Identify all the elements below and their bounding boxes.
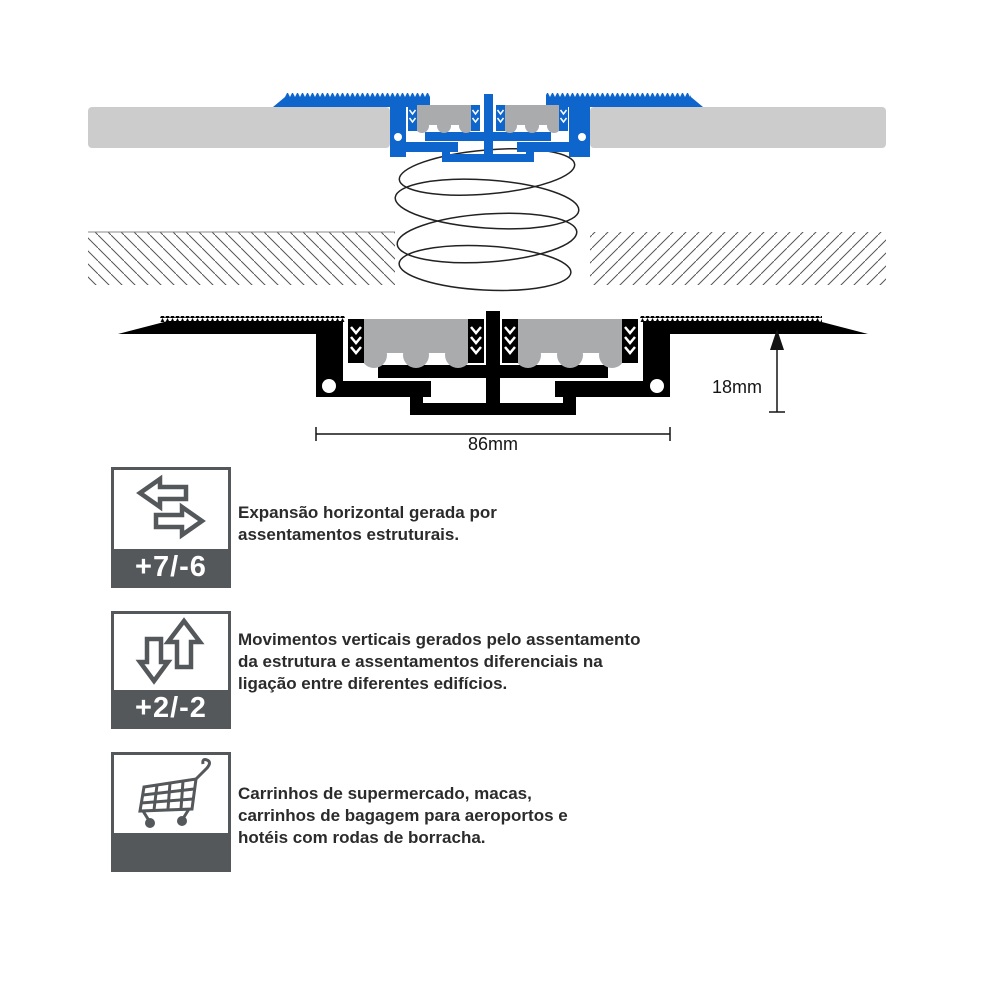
text-line: da estrutura e assentamentos diferenciais na <box>238 652 603 671</box>
height-dimension <box>769 329 785 412</box>
text-line: Carrinhos de supermercado, macas, <box>238 784 532 803</box>
text-line: carrinhos de bagagem para aeroportos e <box>238 806 568 825</box>
movement-badge: +2/-2 <box>114 690 228 726</box>
text-line: ligação entre diferentes edifícios. <box>238 674 508 693</box>
joint-profile-black <box>118 311 868 415</box>
text-line: Movimentos verticais gerados pelo assentamento <box>238 630 641 649</box>
feature-text-vertical-movement <box>238 629 640 695</box>
feature-box-vertical-movement <box>111 611 231 729</box>
substrate-hatch <box>88 232 886 285</box>
feature-box-horizontal-movement <box>111 467 231 588</box>
horizontal-arrows-icon <box>114 470 228 549</box>
shopping-cart-icon <box>114 755 228 833</box>
spring-coil <box>394 142 581 294</box>
text-line: hotéis com rodas de borracha. <box>238 828 486 847</box>
installed-joint-diagram <box>85 92 915 297</box>
feature-text-horizontal-movement <box>238 502 497 546</box>
text-line: assentamentos estruturais. <box>238 525 460 544</box>
width-label: 86mm <box>467 434 519 453</box>
profile-dimension-diagram <box>110 303 890 453</box>
movement-badge <box>114 833 228 869</box>
height-label: 18mm <box>711 377 762 397</box>
vertical-arrows-icon <box>114 614 228 690</box>
movement-badge: +7/-6 <box>114 549 228 585</box>
text-line: Expansão horizontal gerada por <box>238 503 497 522</box>
feature-box-traffic-type <box>111 752 231 872</box>
feature-text-traffic-type <box>238 783 568 849</box>
